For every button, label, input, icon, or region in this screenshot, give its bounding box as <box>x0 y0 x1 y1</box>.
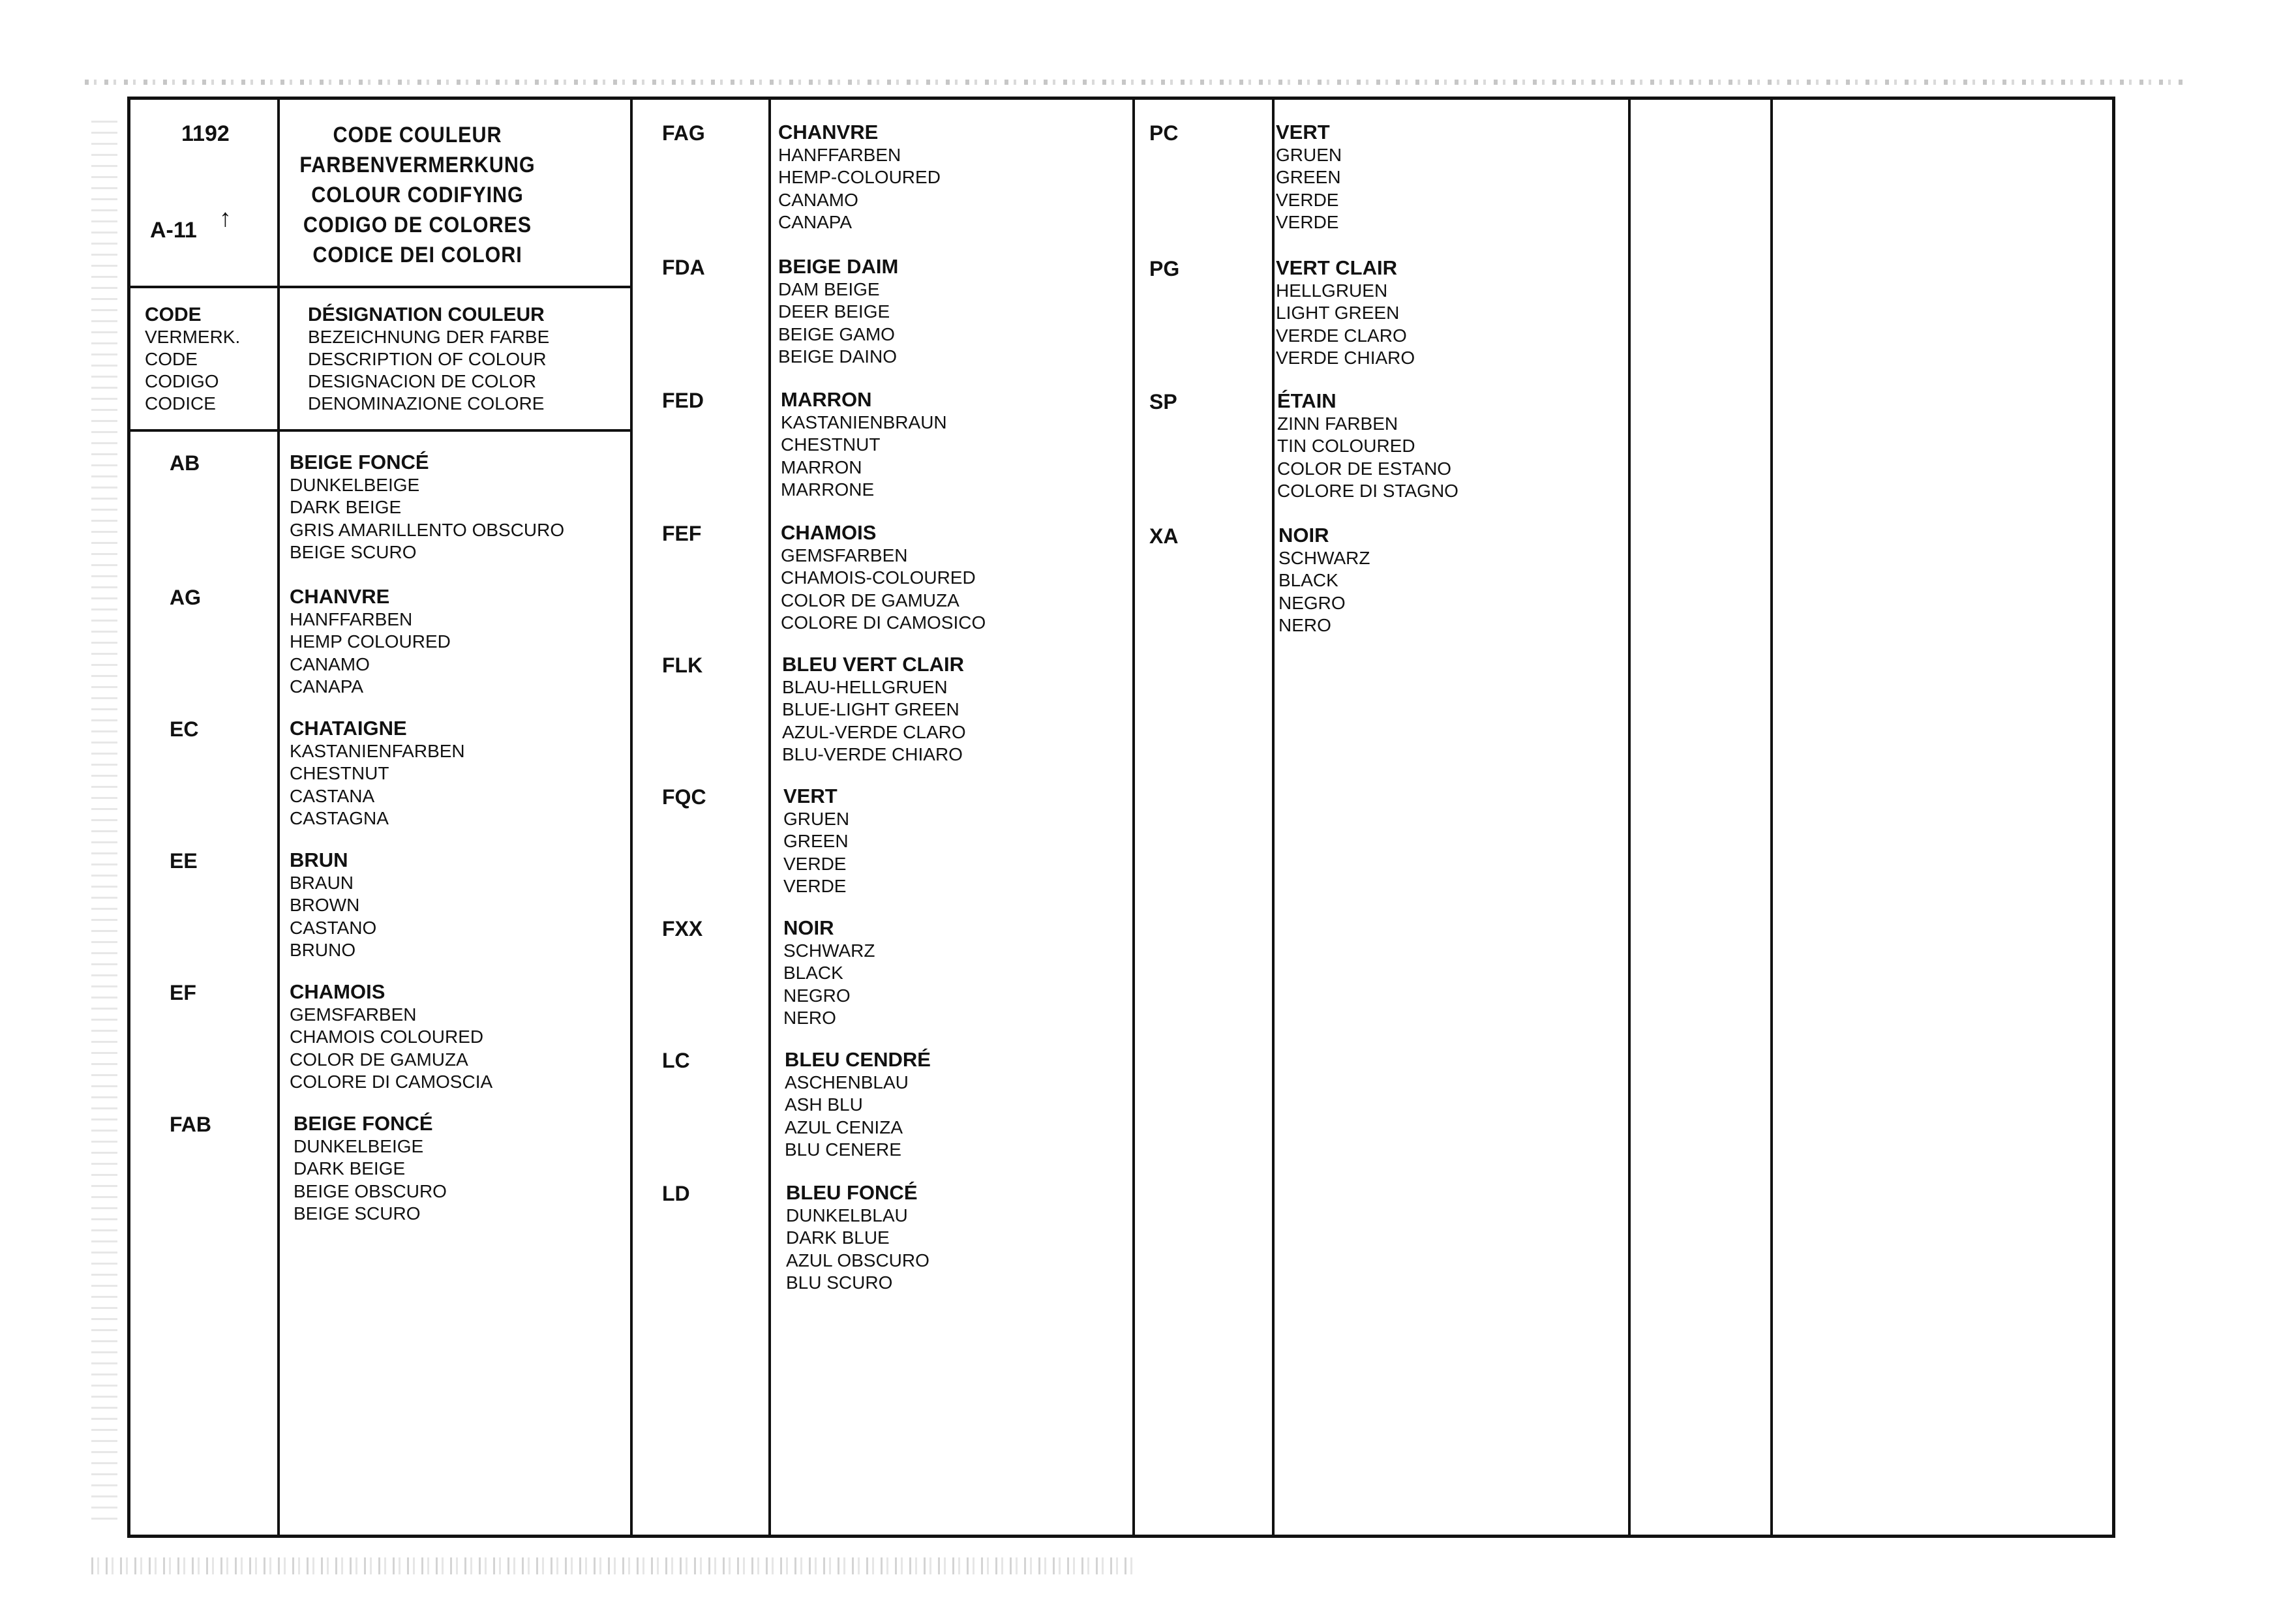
color-name: CANAPA <box>290 676 364 697</box>
color-name: HANFFARBEN <box>778 144 901 165</box>
color-name: MARRON <box>781 388 872 411</box>
description-label: BEZEICHNUNG DER FARBE <box>308 327 550 347</box>
column-divider <box>277 97 280 1538</box>
color-code: XA <box>1149 524 1179 548</box>
color-name: COLOR DE ESTANO <box>1277 458 1452 479</box>
color-name: CHANVRE <box>290 585 390 608</box>
color-name: CHESTNUT <box>781 434 881 455</box>
color-name: BLEU VERT CLAIR <box>782 653 964 676</box>
color-name: ASH BLU <box>785 1094 863 1115</box>
color-name: BLU CENERE <box>785 1139 901 1160</box>
column-divider <box>630 97 633 1538</box>
description-label: DENOMINAZIONE COLORE <box>308 393 545 413</box>
color-name: TIN COLOURED <box>1277 436 1415 456</box>
color-name: COLOR DE GAMUZA <box>781 590 959 610</box>
color-name: DARK BEIGE <box>294 1158 406 1179</box>
column-divider <box>1628 97 1631 1538</box>
color-name: DARK BEIGE <box>290 497 402 517</box>
scan-noise-left <box>91 117 117 1520</box>
color-name: CHAMOIS <box>290 980 385 1003</box>
color-code: FAG <box>662 121 705 145</box>
title-line: CODICE DEI COLORI <box>312 243 522 267</box>
color-name: BEIGE DAINO <box>778 346 898 367</box>
code-label: CODICE <box>145 393 216 413</box>
color-name: CHAMOIS <box>781 521 877 544</box>
header-divider <box>127 429 633 432</box>
color-name: BLU-VERDE CHIARO <box>782 744 963 764</box>
title-line: CODIGO DE COLORES <box>303 213 532 237</box>
color-name: SCHWARZ <box>1278 547 1370 568</box>
color-name: AZUL CENIZA <box>785 1117 903 1137</box>
code-column-header <box>145 304 240 415</box>
color-name: BLU SCURO <box>786 1272 893 1293</box>
color-name: VERDE <box>783 876 847 896</box>
color-name: VERDE CHIARO <box>1276 348 1415 368</box>
color-name: LIGHT GREEN <box>1276 303 1400 323</box>
color-name: HEMP-COLOURED <box>778 167 941 187</box>
color-name: BEIGE SCURO <box>290 542 417 562</box>
title-line: FARBENVERMERKUNG <box>299 153 536 177</box>
color-code: EF <box>170 981 196 1004</box>
color-name: NERO <box>1278 615 1331 635</box>
color-name: VERDE <box>783 853 847 874</box>
description-column-header <box>308 304 549 415</box>
color-name: BEIGE GAMO <box>778 323 895 344</box>
color-name: AZUL OBSCURO <box>786 1250 929 1270</box>
color-name: BEIGE FONCÉ <box>290 451 429 473</box>
color-code: FEF <box>662 522 702 545</box>
document-number: 1192 <box>181 121 230 146</box>
color-name: GRUEN <box>783 808 850 829</box>
color-code: LC <box>662 1049 690 1072</box>
color-name: MARRON <box>781 457 862 477</box>
color-name: CHAMOIS COLOURED <box>290 1027 484 1047</box>
color-name: BEIGE OBSCURO <box>294 1180 447 1201</box>
color-name: GRUEN <box>1276 144 1342 165</box>
color-name: COLORE DI CAMOSCIA <box>290 1072 493 1092</box>
color-name: MARRONE <box>781 479 875 500</box>
document-reference: A-11 <box>150 218 197 243</box>
color-name: NOIR <box>1278 524 1329 547</box>
color-name: COLOR DE GAMUZA <box>290 1049 468 1070</box>
color-name: GREEN <box>1276 167 1341 187</box>
color-name: BLUE-LIGHT GREEN <box>782 699 959 719</box>
color-code: FED <box>662 389 704 412</box>
color-code: FQC <box>662 785 706 809</box>
color-code: EC <box>170 717 199 741</box>
color-name: ASCHENBLAU <box>785 1072 909 1092</box>
color-code: AG <box>170 586 201 609</box>
color-name: COLORE DI CAMOSICO <box>781 612 986 633</box>
color-code: AB <box>170 451 200 475</box>
description-label: DÉSIGNATION COULEUR <box>308 304 545 325</box>
color-code: SP <box>1149 390 1177 413</box>
color-name: VERDE <box>1276 189 1339 210</box>
color-name: CASTAGNA <box>290 808 389 828</box>
color-name: CHESTNUT <box>290 763 389 783</box>
code-label: CODE <box>145 304 202 325</box>
color-name: HANFFARBEN <box>290 608 413 629</box>
color-name: KASTANIENBRAUN <box>781 412 947 432</box>
color-name: CASTANO <box>290 917 377 938</box>
color-name: VERDE <box>1276 212 1339 232</box>
color-code: LD <box>662 1182 690 1205</box>
document-title <box>235 120 600 270</box>
color-name: CHAMOIS-COLOURED <box>781 567 976 588</box>
color-name: BLEU CENDRÉ <box>785 1048 931 1071</box>
color-name: DARK BLUE <box>786 1227 890 1248</box>
header-divider <box>127 286 633 288</box>
color-code: FLK <box>662 653 703 677</box>
color-code: EE <box>170 849 198 873</box>
description-label: DESIGNACION DE COLOR <box>308 371 537 391</box>
color-name: GEMSFARBEN <box>781 545 908 565</box>
color-name: HELLGRUEN <box>1276 280 1388 301</box>
color-name: AZUL-VERDE CLARO <box>782 721 966 742</box>
code-label: CODIGO <box>145 371 219 391</box>
color-name: BLACK <box>1278 570 1338 590</box>
reference-arrow-icon: ↑ <box>219 205 232 232</box>
color-name: ÉTAIN <box>1277 389 1337 412</box>
color-name: GREEN <box>783 831 849 851</box>
color-name: BRUN <box>290 849 348 871</box>
color-name: BRUNO <box>290 940 356 960</box>
color-name: CANAMO <box>290 653 370 674</box>
color-name: BEIGE SCURO <box>294 1203 421 1224</box>
title-line: COLOUR CODIFYING <box>311 183 524 207</box>
color-name: VERT CLAIR <box>1276 256 1397 279</box>
color-name: BLEU FONCÉ <box>786 1181 918 1204</box>
color-name: CHANVRE <box>778 121 879 143</box>
color-name: BEIGE DAIM <box>778 255 899 278</box>
color-name: VERDE CLARO <box>1276 325 1407 346</box>
column-divider <box>1770 97 1773 1538</box>
color-name: DEER BEIGE <box>778 301 890 322</box>
color-name: DUNKELBEIGE <box>294 1135 424 1156</box>
color-code: FXX <box>662 917 703 940</box>
color-name: NEGRO <box>1278 592 1346 613</box>
color-name: DAM BEIGE <box>778 278 880 299</box>
color-name: HEMP COLOURED <box>290 631 451 652</box>
color-name: NOIR <box>783 916 834 939</box>
color-name: CANAMO <box>778 189 858 210</box>
color-name: VERT <box>1276 121 1330 143</box>
color-name: CHATAIGNE <box>290 717 407 740</box>
color-name: CANAPA <box>778 212 853 232</box>
color-name: NERO <box>783 1008 836 1028</box>
color-name: CASTANA <box>290 785 375 806</box>
column-divider <box>1132 97 1135 1538</box>
color-name: GRIS AMARILLENTO OBSCURO <box>290 519 565 540</box>
scan-noise-top <box>85 80 2185 85</box>
description-label: DESCRIPTION OF COLOUR <box>308 349 547 369</box>
color-name: GEMSFARBEN <box>290 1004 417 1025</box>
color-code: FDA <box>662 256 705 279</box>
color-name: BLACK <box>783 963 843 983</box>
code-label: VERMERK. <box>145 327 241 347</box>
code-label: CODE <box>145 349 198 369</box>
column-divider <box>1272 97 1275 1538</box>
color-name: COLORE DI STAGNO <box>1277 481 1458 501</box>
title-line: CODE COULEUR <box>333 123 502 147</box>
color-code: FAB <box>170 1113 211 1136</box>
color-name: ZINN FARBEN <box>1277 413 1398 434</box>
color-name: KASTANIENFARBEN <box>290 740 465 761</box>
color-code: PC <box>1149 121 1179 145</box>
color-name: NEGRO <box>783 985 851 1006</box>
color-name: SCHWARZ <box>783 940 875 961</box>
color-code: PG <box>1149 257 1180 280</box>
scan-noise-bottom <box>91 1557 1135 1574</box>
color-name: DUNKELBLAU <box>786 1205 908 1225</box>
color-name: BLAU-HELLGRUEN <box>782 676 948 697</box>
color-name: BEIGE FONCÉ <box>294 1112 433 1135</box>
color-name: DUNKELBEIGE <box>290 474 420 495</box>
color-name: BROWN <box>290 895 360 915</box>
color-name: BRAUN <box>290 872 354 893</box>
color-name: VERT <box>783 785 838 807</box>
column-divider <box>768 97 771 1538</box>
